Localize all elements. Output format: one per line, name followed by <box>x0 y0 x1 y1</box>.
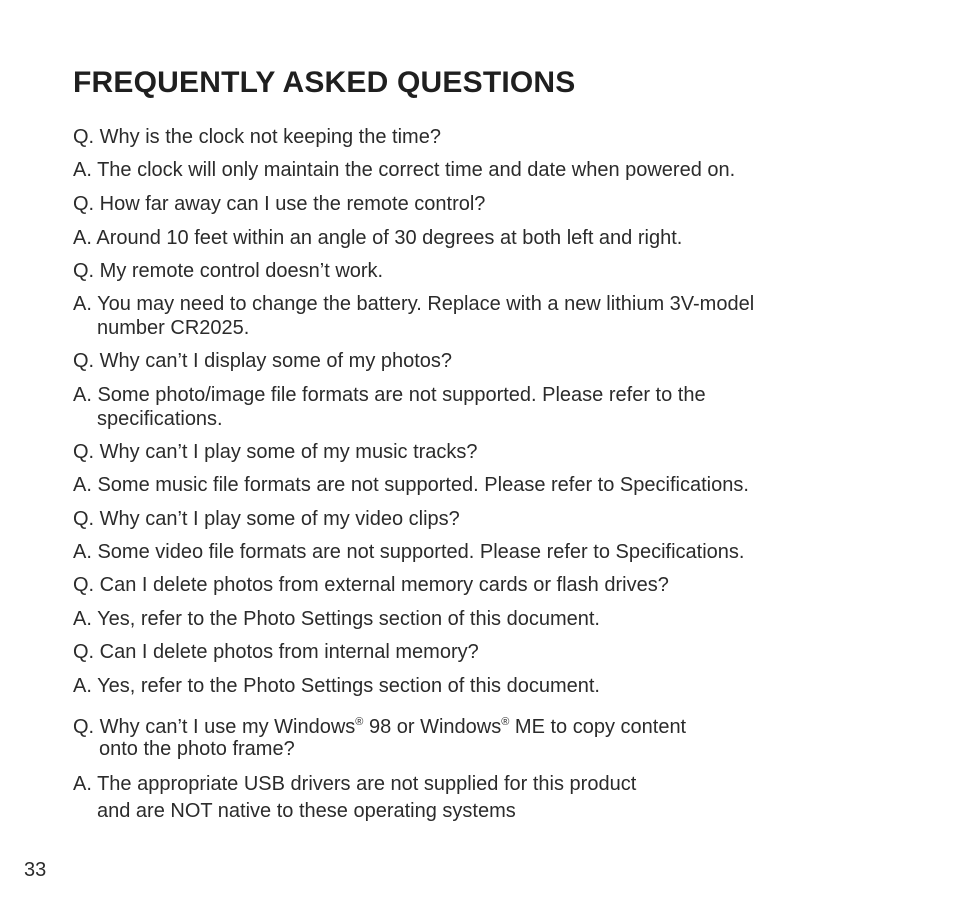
faq-question-photos: Q. Why can’t I display some of my photos? <box>73 350 453 372</box>
faq-question-clock: Q. Why is the clock not keeping the time? <box>73 126 441 148</box>
faq-question-windows-part1: Q. Why can’t I use my Windows <box>73 716 356 738</box>
faq-answer-remote-not-working-continued: number CR2025. <box>97 317 250 339</box>
faq-answer-music: A. Some music file formats are not supported. Please refer to Specifications. <box>73 474 749 496</box>
faq-question-delete-internal: Q. Can I delete photos from internal memory? <box>73 641 479 663</box>
faq-question-remote-range: Q. How far away can I use the remote control? <box>73 193 486 215</box>
faq-answer-remote-not-working: A. You may need to change the battery. Replace with a new lithium 3V-model <box>73 293 755 315</box>
registered-mark: ® <box>501 716 510 728</box>
faq-answer-windows-continued: and are NOT native to these operating systems <box>97 800 516 822</box>
faq-question-windows-part3: ME to copy content <box>509 716 687 738</box>
faq-answer-photos: A. Some photo/image file formats are not supported. Please refer to the <box>73 384 706 406</box>
faq-answer-windows: A. The appropriate USB drivers are not supplied for this product <box>73 773 637 795</box>
page-title: FREQUENTLY ASKED QUESTIONS <box>73 66 576 99</box>
page-number: 33 <box>24 859 47 881</box>
faq-answer-video: A. Some video file formats are not supported. Please refer to Specifications. <box>73 541 745 563</box>
faq-answer-clock: A. The clock will only maintain the correct time and date when powered on. <box>73 159 736 181</box>
faq-answer-photos-continued: specifications. <box>97 408 223 430</box>
faq-question-windows-part2: 98 or Windows <box>363 716 502 738</box>
faq-answer-delete-internal: A. Yes, refer to the Photo Settings section of this document. <box>73 675 600 697</box>
registered-mark: ® <box>355 716 364 728</box>
faq-question-video: Q. Why can’t I play some of my video clips? <box>73 508 460 530</box>
faq-answer-delete-external: A. Yes, refer to the Photo Settings section of this document. <box>73 608 600 630</box>
faq-question-remote-not-working: Q. My remote control doesn’t work. <box>73 260 384 282</box>
faq-question-windows-continued: onto the photo frame? <box>99 738 295 760</box>
faq-question-delete-external: Q. Can I delete photos from external memory cards or flash drives? <box>73 574 669 596</box>
faq-answer-remote-range: A. Around 10 feet within an angle of 30 degrees at both left and right. <box>73 227 683 249</box>
faq-question-music: Q. Why can’t I play some of my music tracks? <box>73 441 478 463</box>
faq-question-windows <box>73 710 686 739</box>
